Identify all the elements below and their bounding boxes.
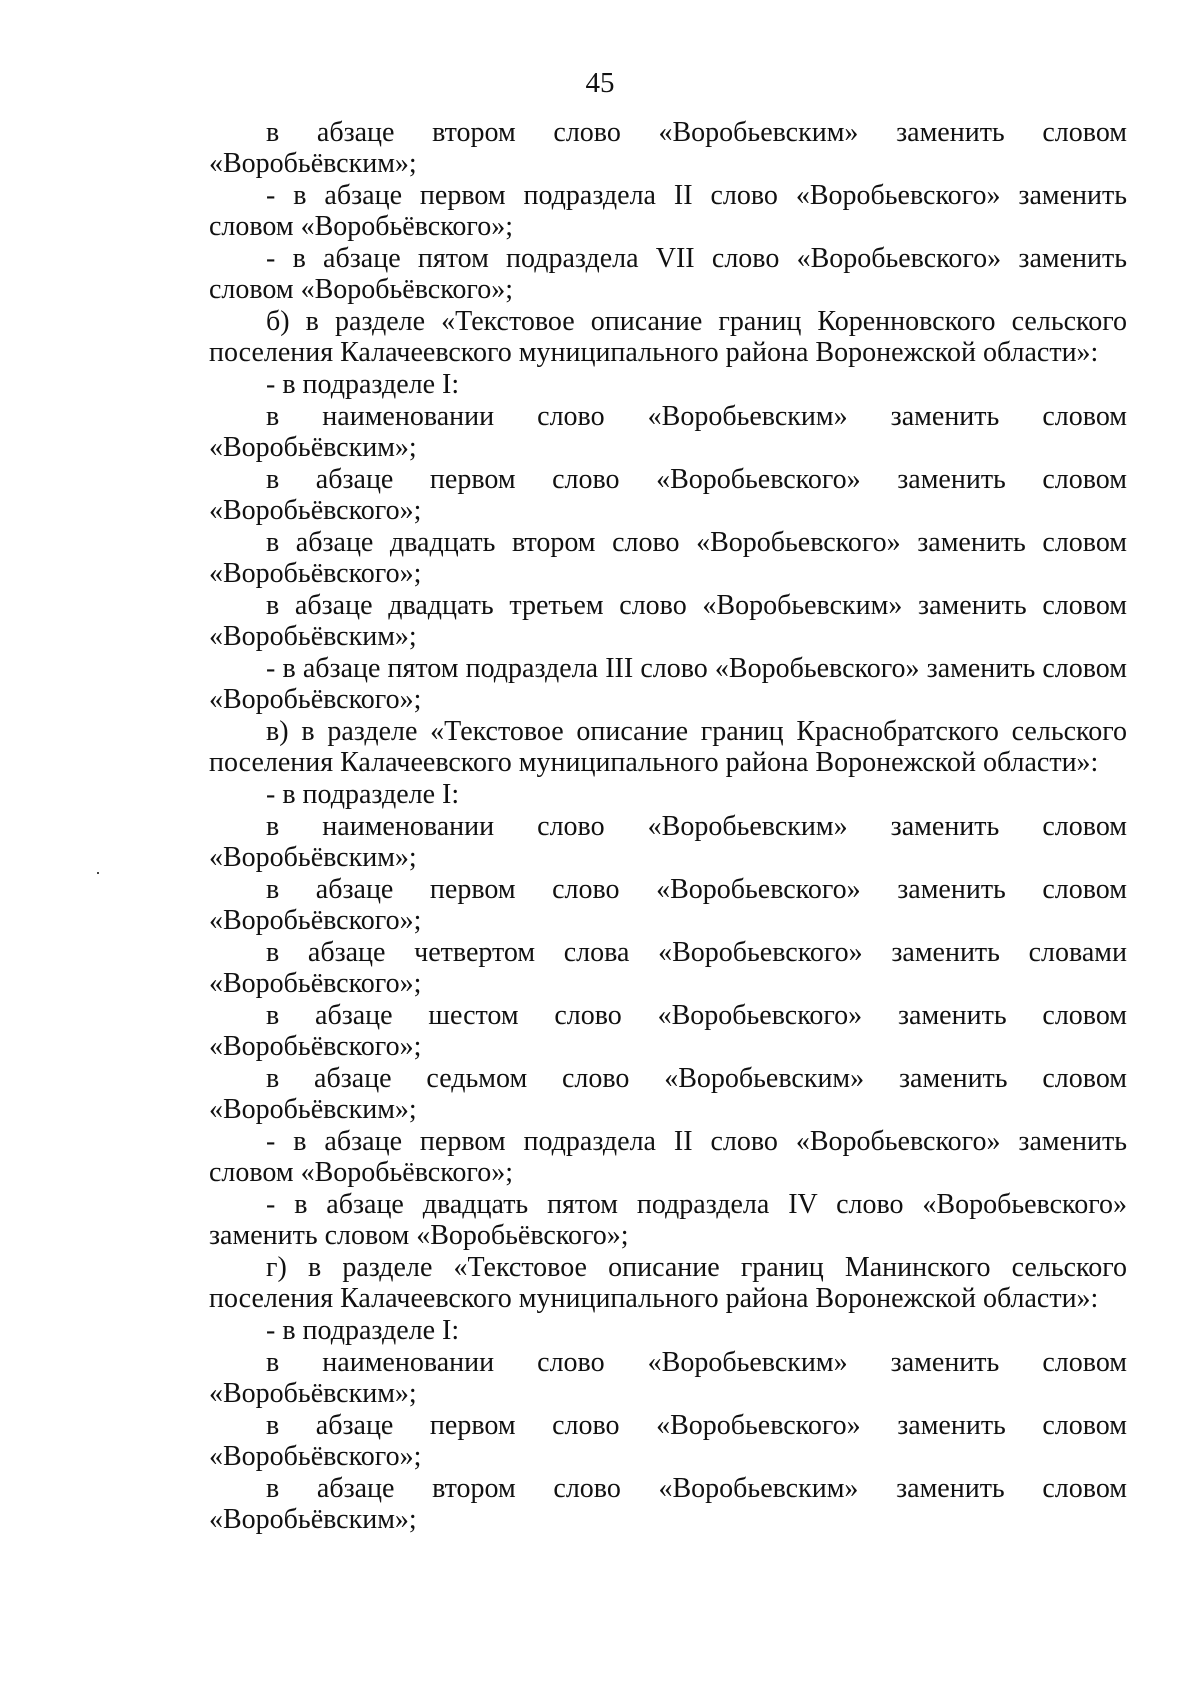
paragraph: в наименовании слово «Воробьевским» заменить словом «Воробьёвским»; (209, 811, 1127, 873)
paragraph: - в абзаце двадцать пятом подраздела IV слово «Воробьевского» заменить словом «Воробьёвского»; (209, 1189, 1127, 1251)
paragraph: в абзаце первом слово «Воробьевского» заменить словом «Воробьёвского»; (209, 874, 1127, 936)
paragraph: в абзаце седьмом слово «Воробьевским» заменить словом «Воробьёвским»; (209, 1063, 1127, 1125)
paragraph: б) в разделе «Текстовое описание границ Коренновского сельского поселения Калачеевского муниципального района Воронежской области»: (209, 306, 1127, 368)
paragraph: в абзаце двадцать третьем слово «Воробьевским» заменить словом «Воробьёвским»; (209, 590, 1127, 652)
paragraph: - в абзаце пятом подраздела VII слово «Воробьевского» заменить словом «Воробьёвского»; (209, 243, 1127, 305)
paragraph: в наименовании слово «Воробьевским» заменить словом «Воробьёвским»; (209, 1347, 1127, 1409)
page-number: 45 (585, 67, 615, 99)
paragraph: - в подразделе I: (266, 369, 460, 400)
paragraph: - в абзаце первом подраздела II слово «Воробьевского» заменить словом «Воробьёвского»; (209, 180, 1127, 242)
paragraph: в абзаце двадцать втором слово «Воробьевского» заменить словом «Воробьёвского»; (209, 527, 1127, 589)
paragraph: в абзаце втором слово «Воробьевским» заменить словом «Воробьёвским»; (209, 117, 1127, 179)
paragraph: в абзаце четвертом слова «Воробьевского» заменить словами «Воробьёвского»; (209, 937, 1127, 999)
scan-speck (97, 872, 99, 874)
paragraph: - в абзаце пятом подраздела III слово «Воробьевского» заменить словом «Воробьёвского»; (209, 653, 1127, 715)
paragraph: г) в разделе «Текстовое описание границ Манинского сельского поселения Калачеевского муниципального района Воронежской области»: (209, 1252, 1127, 1314)
paragraph: - в подразделе I: (266, 779, 460, 810)
paragraph: - в абзаце первом подраздела II слово «Воробьевского» заменить словом «Воробьёвского»; (209, 1126, 1127, 1188)
paragraph: в наименовании слово «Воробьевским» заменить словом «Воробьёвским»; (209, 401, 1127, 463)
paragraph: в) в разделе «Текстовое описание границ Краснобратского сельского поселения Калачеевского муниципального района Воронежской области»: (209, 716, 1127, 778)
paragraph: в абзаце шестом слово «Воробьевского» заменить словом «Воробьёвского»; (209, 1000, 1127, 1062)
paragraph: в абзаце втором слово «Воробьевским» заменить словом «Воробьёвским»; (209, 1473, 1127, 1535)
paragraph: в абзаце первом слово «Воробьевского» заменить словом «Воробьёвского»; (209, 1410, 1127, 1472)
paragraph: - в подразделе I: (266, 1315, 460, 1346)
paragraph: в абзаце первом слово «Воробьевского» заменить словом «Воробьёвского»; (209, 464, 1127, 526)
document-body (209, 117, 1127, 1536)
